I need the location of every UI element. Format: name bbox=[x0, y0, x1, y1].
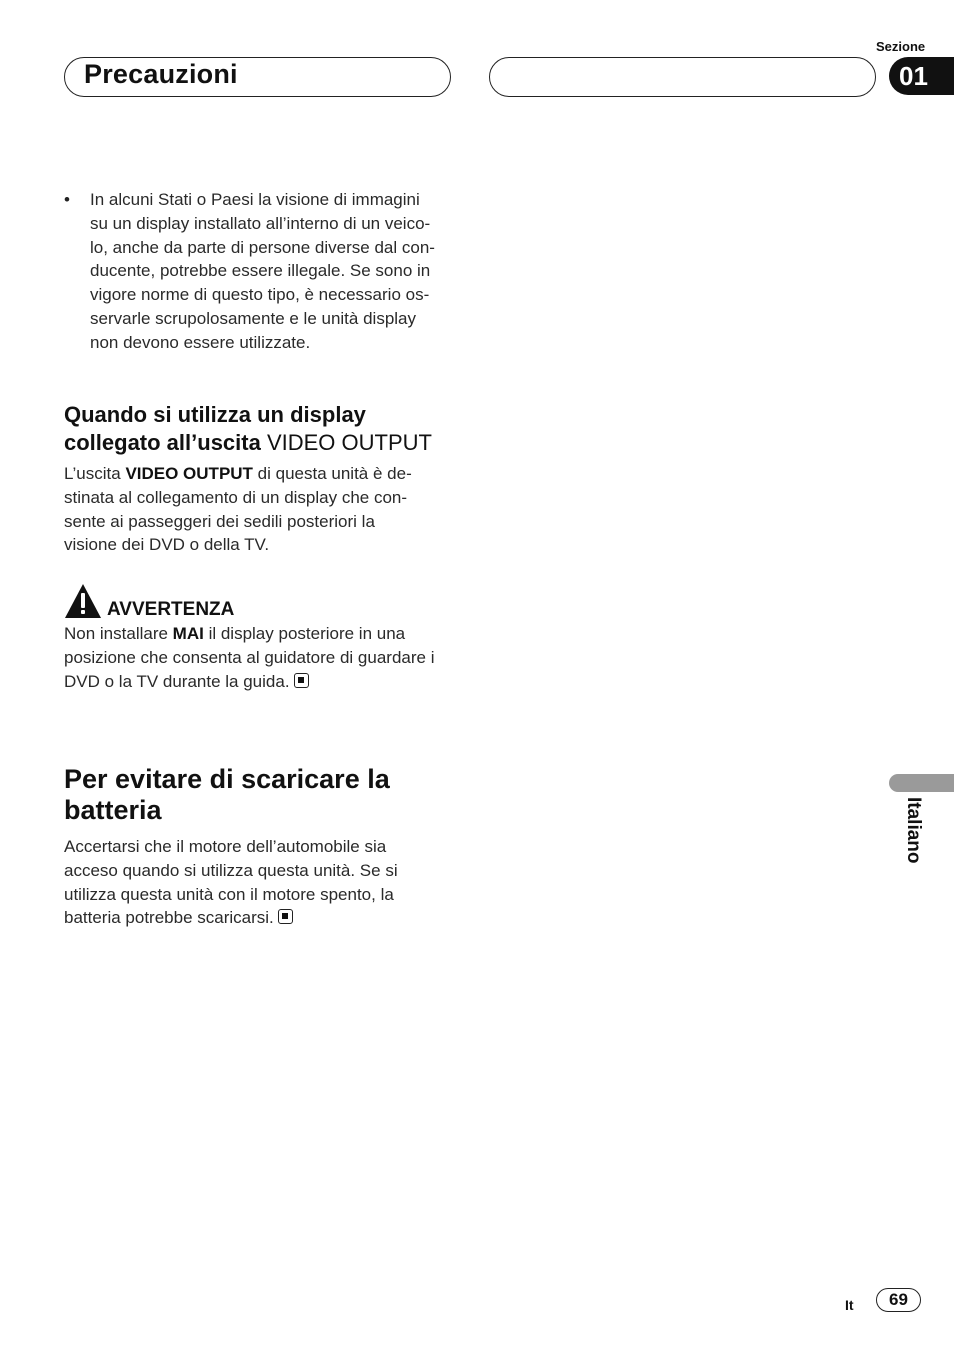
bullet-marker: • bbox=[64, 190, 70, 209]
text-line: non devono essere utilizzate. bbox=[90, 332, 311, 352]
text-line: stinata al collegamento di un display che con- bbox=[64, 487, 408, 507]
emphasis-text: MAI bbox=[172, 624, 204, 643]
footer-lang-code: It bbox=[845, 1297, 854, 1313]
heading-line: Quando si utilizza un display bbox=[64, 402, 366, 427]
page-title: Precauzioni bbox=[84, 59, 238, 89]
text-span: L’uscita bbox=[64, 464, 126, 483]
text-line: acceso quando si utilizza questa unità. Se si bbox=[64, 860, 398, 880]
text-line: su un display installato all’interno di un veico- bbox=[90, 213, 431, 233]
text-line: lo, anche da parte di persone diverse dal con- bbox=[90, 237, 435, 257]
page-number: 69 bbox=[876, 1288, 921, 1312]
video-output-paragraph bbox=[64, 462, 464, 557]
battery-paragraph bbox=[64, 835, 464, 930]
section-label: Sezione bbox=[876, 39, 926, 54]
text-span: il display posteriore in una bbox=[203, 624, 406, 643]
section-number-tab: 01 bbox=[889, 57, 954, 95]
text-line: visione dei DVD o della TV. bbox=[64, 535, 270, 555]
warning-triangle-icon bbox=[64, 583, 102, 619]
text-span: DVD o la TV durante la guida. bbox=[64, 671, 290, 691]
battery-heading bbox=[64, 764, 464, 826]
heading-bold-part: collegato all’uscita bbox=[64, 430, 267, 455]
heading-line: batteria bbox=[64, 795, 162, 825]
text-line bbox=[64, 906, 464, 930]
text-line bbox=[64, 670, 464, 694]
end-of-section-icon bbox=[294, 673, 309, 688]
warning-text bbox=[64, 622, 464, 693]
text-span: Non installare bbox=[64, 624, 173, 643]
text-span: di questa unità è de- bbox=[252, 464, 412, 483]
video-output-term: VIDEO OUTPUT bbox=[125, 464, 253, 483]
text-line: Accertarsi che il motore dell’automobile sia bbox=[64, 837, 387, 856]
text-line bbox=[64, 622, 464, 646]
language-label: Italiano bbox=[903, 797, 924, 864]
text-line bbox=[64, 462, 464, 486]
heading-line bbox=[64, 429, 464, 457]
bullet-text bbox=[90, 188, 460, 355]
text-line: servarle scrupolosamente e le unità display bbox=[90, 308, 417, 328]
end-of-section-icon bbox=[278, 909, 293, 924]
text-line: In alcuni Stati o Paesi la visione di immagini bbox=[90, 190, 420, 209]
text-line: sente ai passeggeri dei sedili posteriori la bbox=[64, 511, 375, 531]
text-line: vigore norme di questo tipo, è necessario os- bbox=[90, 285, 430, 305]
video-output-heading bbox=[64, 401, 464, 457]
text-line: utilizza questa unità con il motore spento, la bbox=[64, 884, 394, 904]
header-blank-frame bbox=[489, 57, 876, 97]
language-tab bbox=[889, 774, 954, 792]
warning-title: AVVERTENZA bbox=[107, 599, 235, 620]
text-line: posizione che consenta al guidatore di guardare i bbox=[64, 647, 435, 667]
heading-plain-part: VIDEO OUTPUT bbox=[266, 430, 432, 455]
heading-line: Per evitare di scaricare la bbox=[64, 764, 390, 794]
text-span: batteria potrebbe scaricarsi. bbox=[64, 908, 274, 928]
text-line: ducente, potrebbe essere illegale. Se sono in bbox=[90, 261, 431, 281]
